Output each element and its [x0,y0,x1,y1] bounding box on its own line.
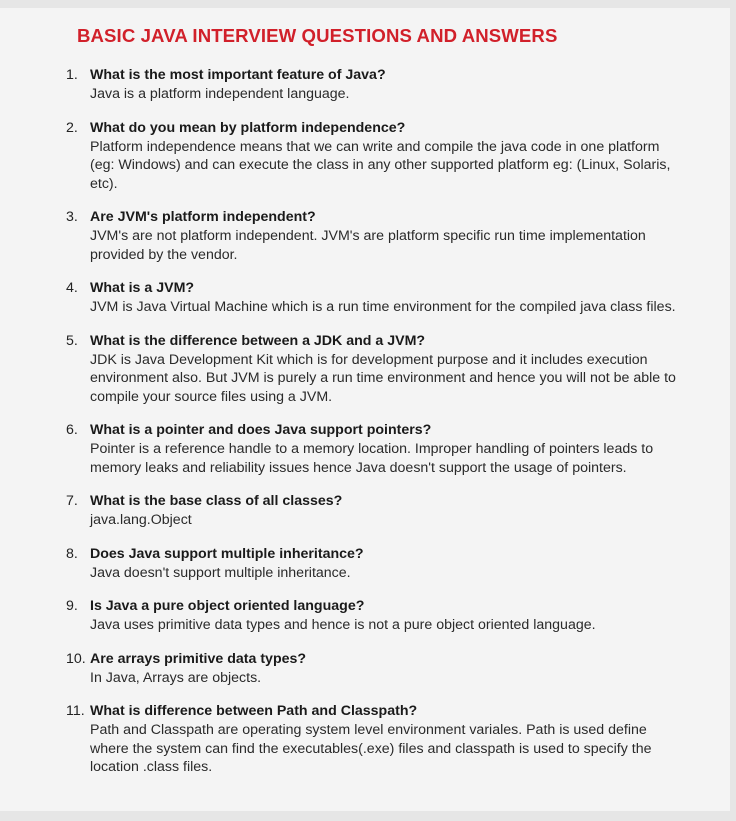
qa-question: What is the most important feature of Java? [90,67,386,83]
qa-answer: Path and Classpath are operating system level environment variales. Path is used define where the system can find the executables(.exe) files and classpath is used to specify the location .class files. [90,722,652,775]
page-title: BASIC JAVA INTERVIEW QUESTIONS AND ANSWERS [77,25,558,46]
qa-item [0,650,730,688]
qa-question: What is difference between Path and Classpath? [90,703,418,719]
qa-item [0,492,730,530]
qa-answer: Platform independence means that we can write and compile the java code in one platform (eg: Windows) and can execute the class in any other supported platform eg: (Linux, Solaris, etc). [90,138,671,192]
qa-question: Are JVM's platform independent? [90,209,316,225]
qa-answer: Pointer is a reference handle to a memory location. Improper handling of pointers leads to memory leaks and reliability issues hence Java doesn't support the usage of pointers. [90,441,654,476]
qa-item [0,66,730,104]
qa-question: What do you mean by platform independence? [90,119,406,136]
qa-answer: java.lang.Object [90,512,192,528]
qa-body [90,332,680,407]
qa-list [0,66,730,792]
qa-question: What is a pointer and does Java support pointers? [90,422,432,438]
document-page [0,8,730,811]
qa-item [0,279,730,317]
qa-item [0,421,730,477]
qa-body [90,545,680,583]
qa-body [90,702,680,777]
qa-question: What is a JVM? [90,280,195,296]
qa-body [90,650,680,688]
qa-question: Is Java a pure object oriented language? [90,598,365,614]
qa-answer: Java is a platform independent language. [90,86,350,102]
qa-number: 10. [66,650,86,667]
qa-answer: Java doesn't support multiple inheritance. [90,564,351,581]
qa-item [0,119,730,194]
qa-answer: JDK is Java Development Kit which is for development purpose and it includes execution environment also. But JVM is purely a run time environment and hence you will not be able to compile your source files using a JVM. [90,351,676,405]
qa-item [0,332,730,407]
qa-number: 6. [66,422,78,438]
qa-body [90,66,680,104]
qa-number: 7. [66,493,78,509]
qa-number: 9. [66,598,78,614]
qa-answer: Java uses primitive data types and hence is not a pure object oriented language. [90,617,596,633]
qa-body [90,119,680,194]
qa-question: Are arrays primitive data types? [90,650,307,667]
qa-number: 11. [66,703,85,719]
qa-item [0,597,730,635]
qa-answer: JVM's are not platform independent. JVM's are platform specific run time implementation provided by the vendor. [90,228,646,263]
qa-body [90,421,680,477]
qa-number: 2. [66,119,78,136]
qa-question: Does Java support multiple inheritance? [90,545,364,562]
qa-body [90,279,680,317]
qa-item [0,545,730,583]
qa-body [90,208,680,264]
qa-number: 5. [66,332,78,349]
qa-answer: In Java, Arrays are objects. [90,669,262,686]
qa-answer: JVM is Java Virtual Machine which is a run time environment for the compiled java class files. [90,299,676,315]
qa-number: 8. [66,545,78,562]
qa-body [90,597,680,635]
qa-question: What is the difference between a JDK and a JVM? [90,332,426,349]
qa-item [0,702,730,777]
qa-question: What is the base class of all classes? [90,493,343,509]
qa-number: 3. [66,209,78,225]
qa-number: 4. [66,280,78,296]
qa-number: 1. [66,67,78,83]
qa-item [0,208,730,264]
qa-body [90,492,680,530]
